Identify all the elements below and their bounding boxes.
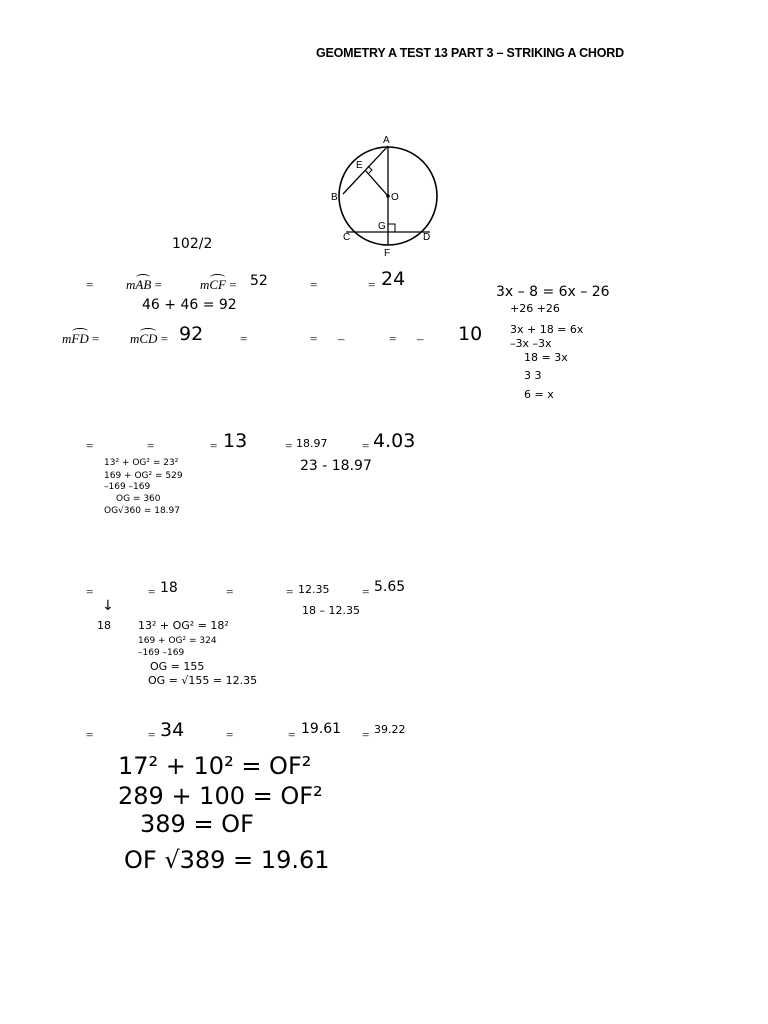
p1-row2-equals-1: = xyxy=(240,331,248,346)
p4-equals-4: = xyxy=(288,727,296,742)
segment-oe xyxy=(365,170,388,196)
p4-work-line-2: 289 + 100 = OF² xyxy=(118,782,323,810)
p4-work-line-4: OF √389 = 19.61 xyxy=(124,846,330,874)
p2-work-line-2: 169 + OG² = 529 xyxy=(104,471,183,481)
point-label-c: C xyxy=(343,232,351,243)
p3-work-line-2: 169 + OG² = 324 xyxy=(138,636,217,646)
p1-value-24: 24 xyxy=(381,268,406,290)
p2-work-line-1: 13² + OG² = 23² xyxy=(104,458,179,468)
right-angle-e xyxy=(368,166,372,173)
p1-row2-dash-2: – xyxy=(417,331,424,346)
point-label-d: D xyxy=(423,232,431,243)
p1-arc-fd-measure: mFD = xyxy=(62,331,100,346)
p4-equals-2: = xyxy=(148,727,156,742)
p3-value-og: 12.35 xyxy=(298,583,330,596)
p4-equals-3: = xyxy=(226,727,234,742)
algebra-line-4: 3 3 xyxy=(524,369,542,382)
p3-equals-5: = xyxy=(362,584,370,599)
p3-arrow-down: ↓ xyxy=(102,598,114,614)
p2-work-line-4: OG = 360 xyxy=(116,494,161,504)
p2-value-13: 13 xyxy=(223,430,248,452)
p1-value-cd: 92 xyxy=(179,323,204,345)
p1-arc-cf-measure: mCF = xyxy=(200,277,237,292)
p3-work-line-3: –169 –169 xyxy=(138,648,185,658)
p4-value-34: 34 xyxy=(160,719,185,741)
p1-arc-ab-measure: mAB = xyxy=(126,277,162,292)
p4-work-line-1: 17² + 10² = OF² xyxy=(118,752,312,780)
point-label-b: B xyxy=(331,192,338,203)
right-angle-g xyxy=(388,224,395,232)
p3-work-line-5: OG = √155 = 12.35 xyxy=(148,674,258,687)
algebra-line-1: 3x – 8 = 6x – 26 xyxy=(496,284,610,300)
point-label-e: E xyxy=(356,160,363,171)
algebra-line-2: 3x + 18 = 6x xyxy=(510,323,584,336)
p2-work-line-3: –169 –169 xyxy=(104,482,151,492)
p3-value-18: 18 xyxy=(160,580,178,596)
p2-equals-1: = xyxy=(86,438,94,453)
p1-row2-equals-3: = xyxy=(389,331,397,346)
p2-equals-3: = xyxy=(210,438,218,453)
p1-row2-dash-1: – xyxy=(338,331,345,346)
p1-value-10: 10 xyxy=(458,323,483,345)
p2-work-line-5: OG√360 = 18.97 xyxy=(104,506,180,516)
algebra-line-3: 18 = 3x xyxy=(524,351,568,364)
p4-value-of: 19.61 xyxy=(301,721,342,737)
p3-equals-2: = xyxy=(148,584,156,599)
algebra-line-5: 6 = x xyxy=(524,388,554,401)
p4-equals-5: = xyxy=(362,727,370,742)
p3-equals-1: = xyxy=(86,584,94,599)
point-label-g: G xyxy=(378,221,386,232)
p1-value-cf: 52 xyxy=(250,273,268,289)
p2-equals-4: = xyxy=(285,438,293,453)
p3-subtraction: 18 – 12.35 xyxy=(302,604,360,617)
p1-work-sum: 46 + 46 = 92 xyxy=(142,297,237,313)
p2-value-gf: 4.03 xyxy=(373,430,416,452)
p3-value-gf: 5.65 xyxy=(374,579,406,595)
point-label-f: F xyxy=(384,248,391,258)
p1-equals-3: = xyxy=(368,277,376,292)
p4-work-line-3: 389 = OF xyxy=(140,810,254,838)
p2-equals-5: = xyxy=(362,438,370,453)
circle-diagram xyxy=(325,128,450,258)
p2-value-og: 18.97 xyxy=(296,437,328,450)
p1-equals-2: = xyxy=(310,277,318,292)
p3-work-line-1: 13² + OG² = 18² xyxy=(138,619,229,632)
point-label-a: A xyxy=(383,135,390,146)
p3-work-line-4: OG = 155 xyxy=(150,660,205,673)
p3-equals-4: = xyxy=(286,584,294,599)
algebra-line-2-under: –3x –3x xyxy=(510,337,552,350)
p4-equals-1: = xyxy=(86,727,94,742)
p2-equals-2: = xyxy=(147,438,155,453)
note-102-over-2: 102/2 xyxy=(172,236,213,252)
p1-equals-1: = xyxy=(86,277,94,292)
p1-row2-equals-2: = xyxy=(310,331,318,346)
p2-subtraction: 23 - 18.97 xyxy=(300,458,372,474)
p3-equals-3: = xyxy=(226,584,234,599)
algebra-line-1-under: +26 +26 xyxy=(510,302,560,315)
center-dot xyxy=(386,194,390,198)
p1-arc-cd-measure: mCD = xyxy=(130,331,169,346)
p3-side-18: 18 xyxy=(97,619,111,632)
point-label-o: O xyxy=(391,192,399,203)
page-title: GEOMETRY A TEST 13 PART 3 – STRIKING A CHORD xyxy=(316,46,624,60)
p4-value-diameter: 39.22 xyxy=(374,723,406,736)
